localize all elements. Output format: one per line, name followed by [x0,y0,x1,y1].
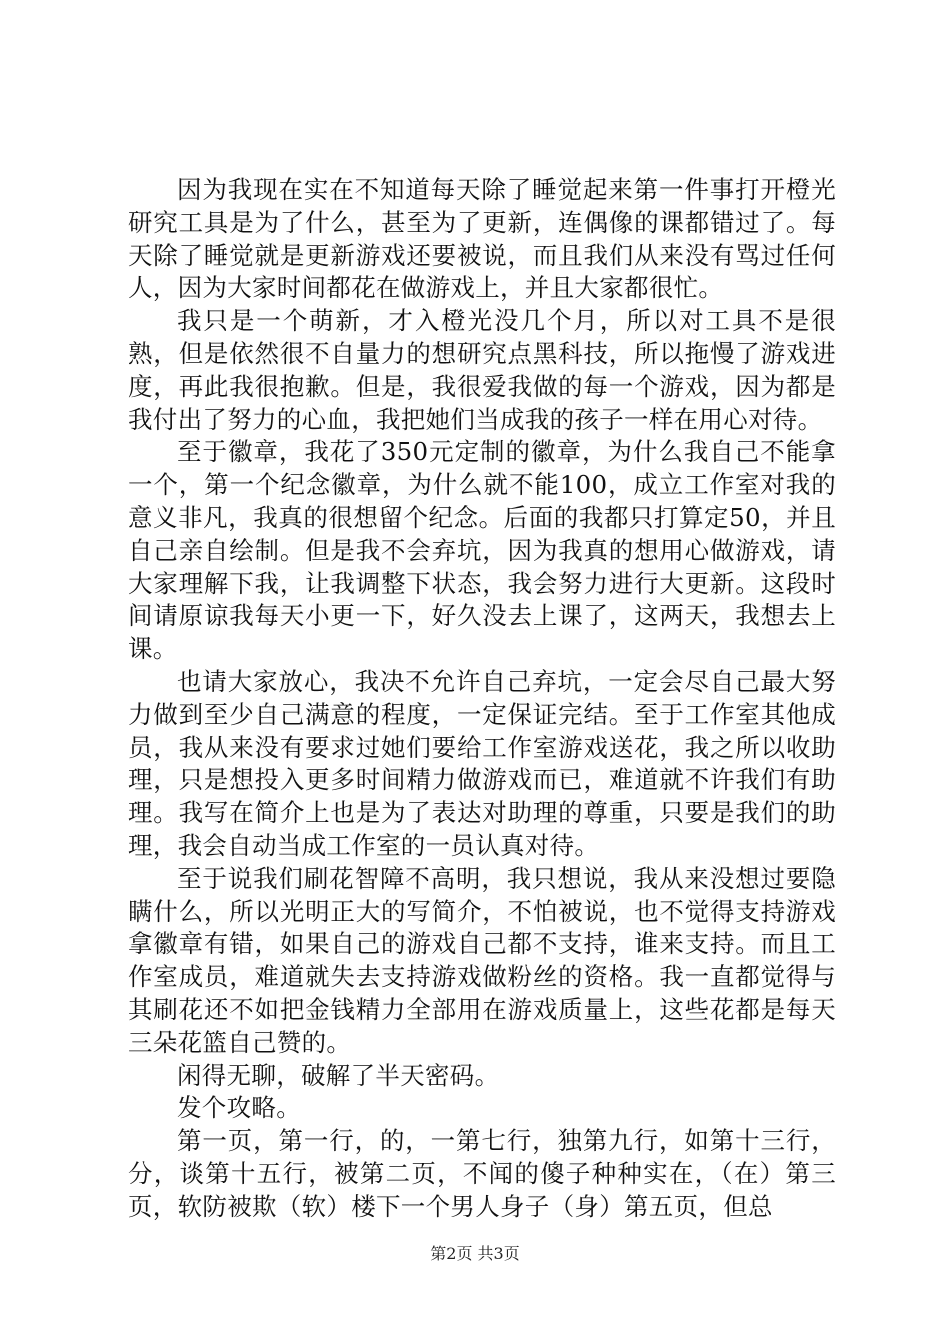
document-body [128,174,836,1224]
paragraph-2: 我只是一个萌新，才入橙光没几个月，所以对工具不是很熟，但是依然很不自量力的想研究点黑科技，所以拖慢了游戏进度，再此我很抱歉。但是，我很爱我做的每一个游戏，因为都是我付出了努力的心血，我把她们当成我的孩子一样在用心对待。 [128,306,836,434]
page-number-footer: 第2页 共3页 [430,1244,520,1263]
paragraph-6: 闲得无聊，破解了半天密码。 [177,1060,500,1090]
paragraph-4: 也请大家放心，我决不允许自己弃坑，一定会尽自己最大努力做到至少自己满意的程度，一定保证完结。至于工作室其他成员，我从来没有要求过她们要给工作室游戏送花，我之所以收助理，只是想投入更多时间精力做游戏而已，难道就不许我们有助理。我写在简介上也是为了表达对助理的尊重，只要是我们的助理，我会自动当成工作室的一员认真对待。 [128,666,836,860]
paragraph-1: 因为我现在实在不知道每天除了睡觉起来第一件事打开橙光研究工具是为了什么，甚至为了更新，连偶像的课都错过了。每天除了睡觉就是更新游戏还要被说，而且我们从来没有骂过任何人，因为大家时间都花在做游戏上，并且大家都很忙。 [128,175,836,303]
paragraph-7: 发个攻略。 [177,1093,301,1123]
paragraph-8: 第一页，第一行，的，一第七行，独第九行，如第十三行，分，谈第十五行，被第二页，不闻的傻子种种实在，（在）第三页，软防被欺（软）楼下一个男人身子（身）第五页，但总 [128,1126,836,1221]
paragraph-3: 至于徽章，我花了350元定制的徽章，为什么我自己不能拿一个，第一个纪念徽章，为什么就不能100，成立工作室对我的意义非凡，我真的很想留个纪念。后面的我都只打算定50，并且自己亲自绘制。但是我不会弃坑，因为我真的想用心做游戏，请大家理解下我，让我调整下状态，我会努力进行大更新。这段时间请原谅我每天小更一下，好久没去上课了，这两天，我想去上课。 [128,437,836,664]
paragraph-5: 至于说我们刷花智障不高明，我只想说，我从来没想过要隐瞒什么，所以光明正大的写简介，不怕被说，也不觉得支持游戏拿徽章有错，如果自己的游戏自己都不支持，谁来支持。而且工作室成员，难道就失去支持游戏做粉丝的资格。我一直都觉得与其刷花还不如把金钱精力全部用在游戏质量上，这些花都是每天三朵花篮自己赞的。 [128,863,836,1057]
